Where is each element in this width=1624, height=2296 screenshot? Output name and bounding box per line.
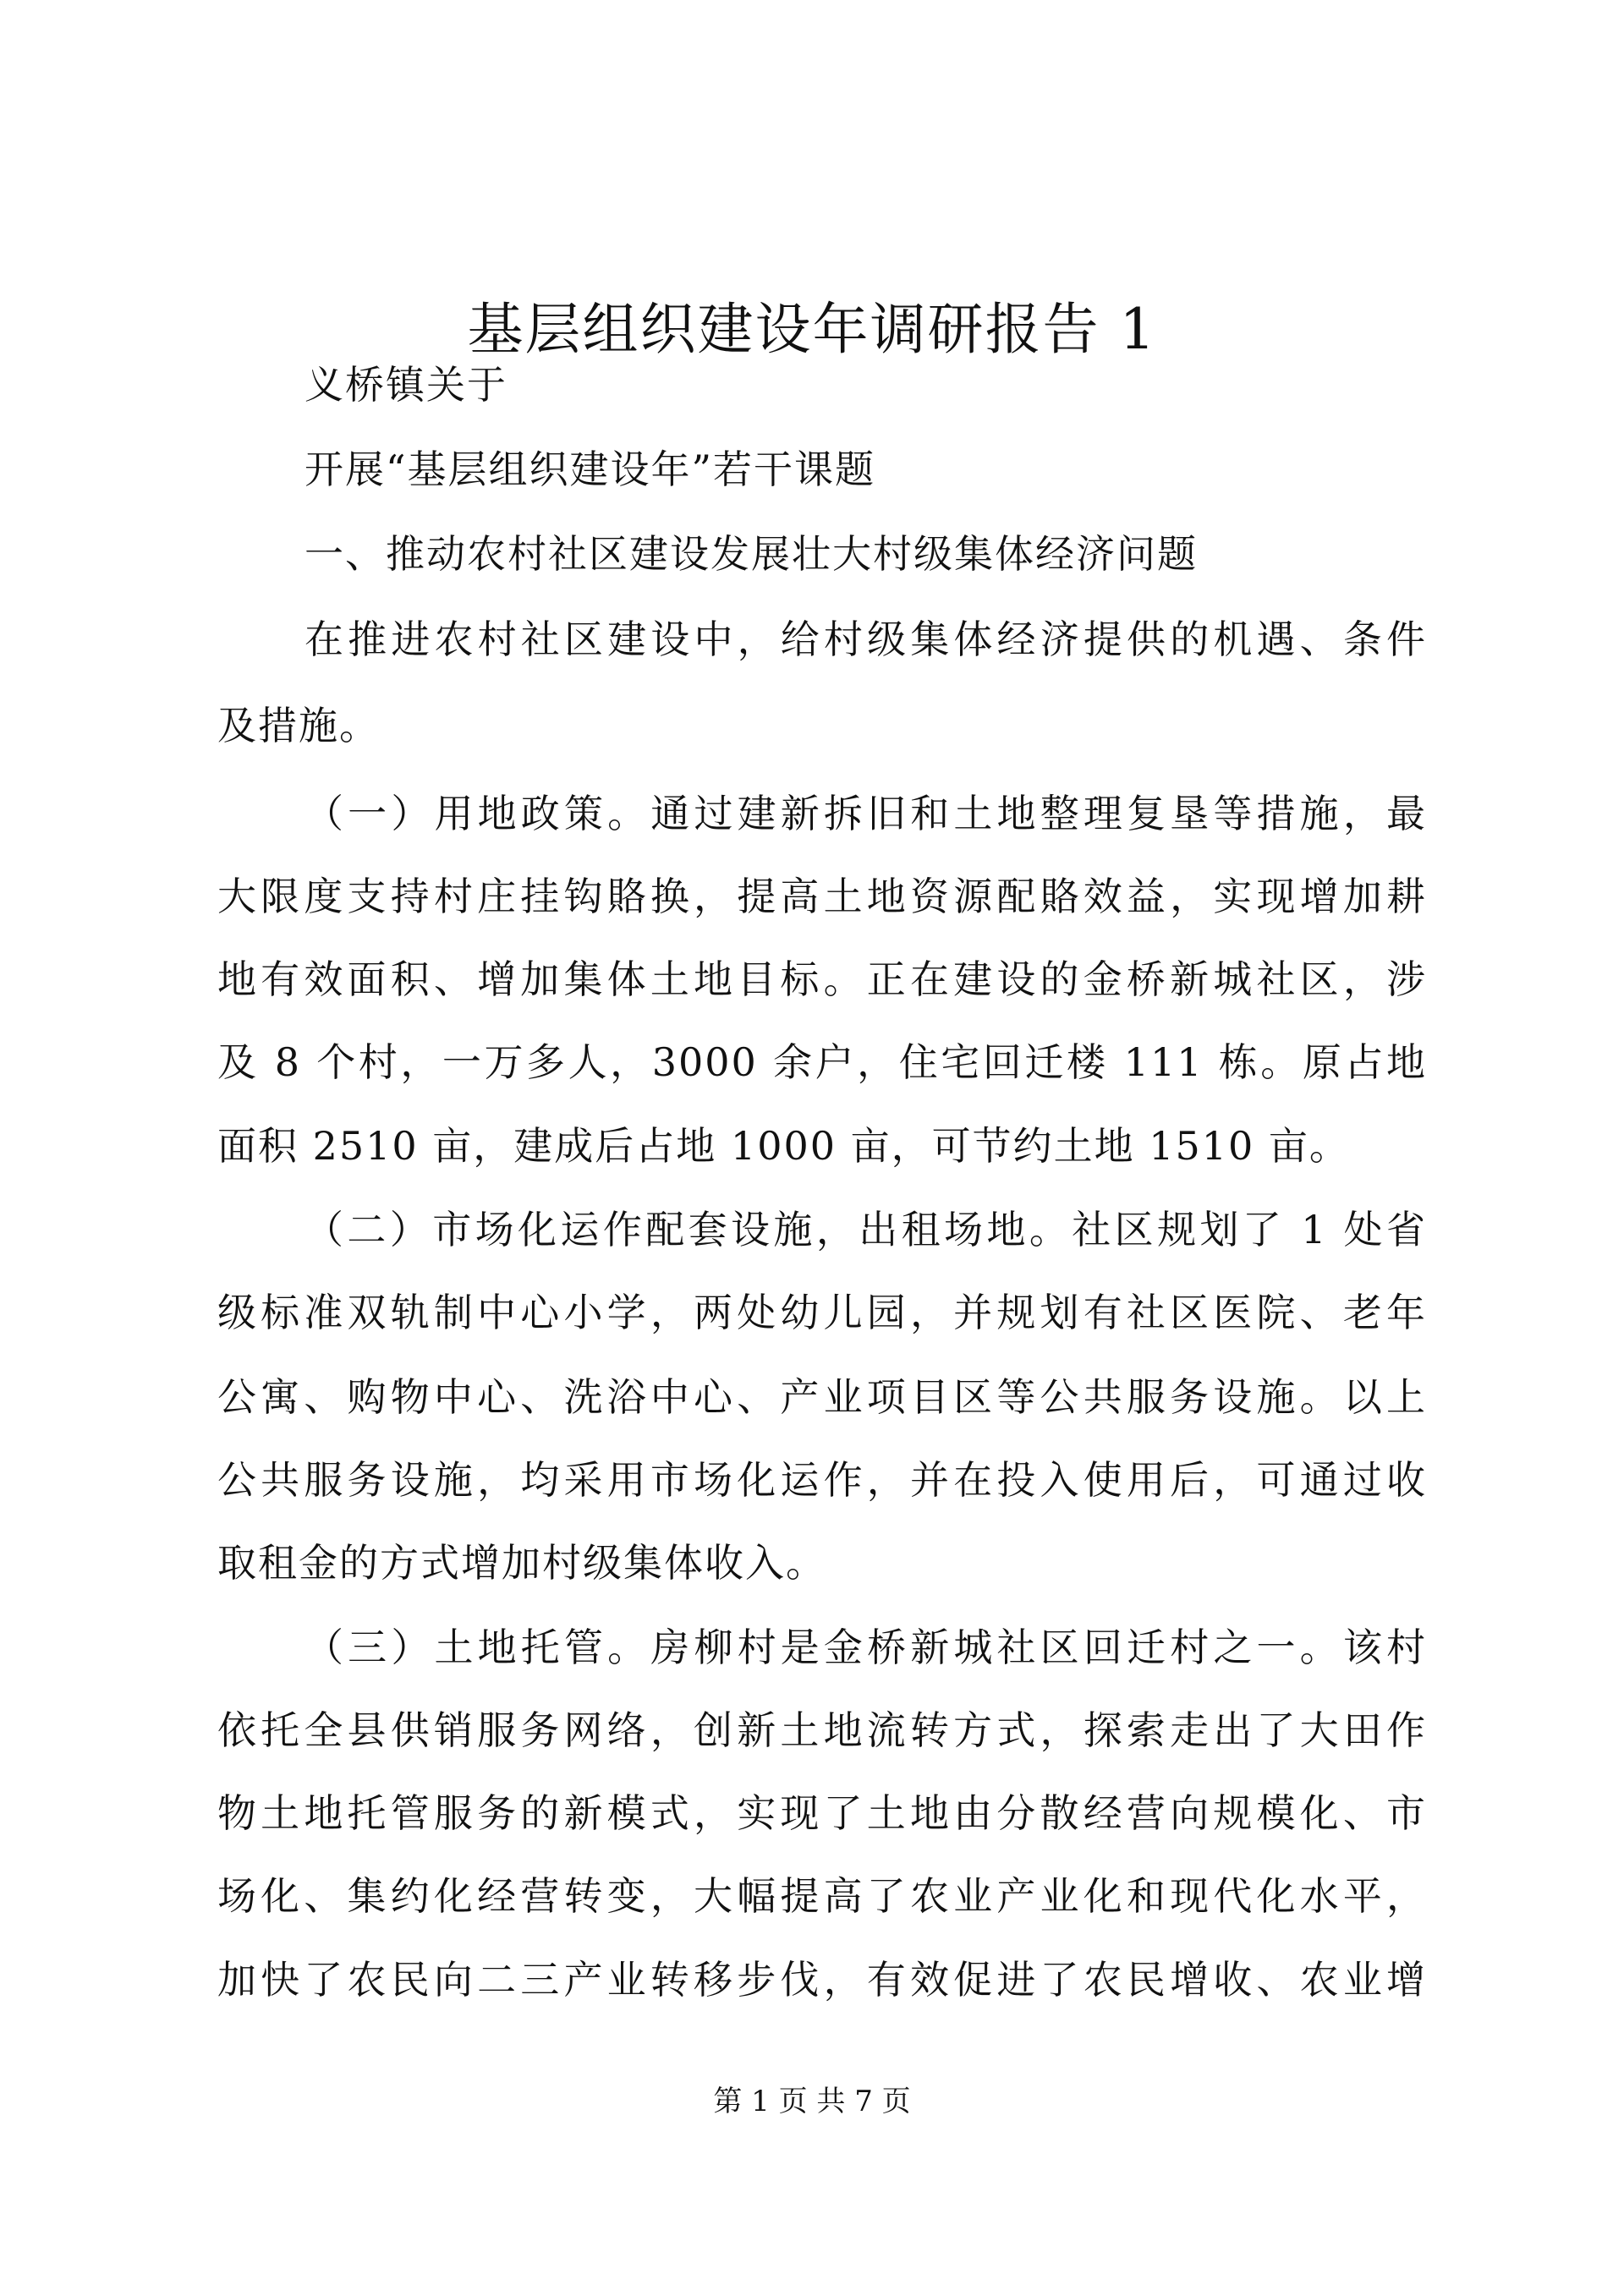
- text-line: （二）市场化运作配套设施，出租场地。社区规划了 1 处省: [304, 1207, 1427, 1252]
- text-line: 开展“基层组织建设年”若干课题: [304, 447, 876, 492]
- text-line: （三）土地托管。房柳村是金桥新城社区回迁村之一。该村: [304, 1625, 1427, 1670]
- text-line: 取租金的方式增加村级集体收入。: [217, 1540, 826, 1586]
- text-line: 在推进农村社区建设中，给村级集体经济提供的机遇、条件: [304, 616, 1427, 662]
- text-line: 场化、集约化经营转变，大幅提高了农业产业化和现代化水平，: [217, 1873, 1427, 1919]
- text-line: 加快了农民向二三产业转移步伐，有效促进了农民增收、农业增: [217, 1957, 1427, 2003]
- text-line: （一）用地政策。通过建新拆旧和土地整理复垦等措施，最: [304, 791, 1427, 836]
- text-line: 依托全县供销服务网络，创新土地流转方式，探索走出了大田作: [217, 1707, 1427, 1753]
- text-line: 地有效面积、增加集体土地目标。正在建设的金桥新城社区，涉: [217, 956, 1427, 1002]
- page-number: 第 1 页 共 7 页: [713, 2085, 911, 2118]
- text-line: 面积 2510 亩，建成后占地 1000 亩，可节约土地 1510 亩。: [217, 1123, 1350, 1169]
- text-line: 大限度支持村庄挂钩賂换，提高土地资源配賂效益，实现增加耕: [217, 874, 1427, 919]
- document-title: 基层组织建设年调研报告 1: [467, 297, 1157, 362]
- text-line: 公寓、购物中心、洗浴中心、产业项目区等公共服务设施。以上: [217, 1374, 1427, 1420]
- text-line: 级标准双轨制中心小学，两处幼儿园，并规划有社区医院、老年: [217, 1290, 1427, 1335]
- text-line: 及 8 个村，一万多人，3000 余户，住宅回迁楼 111 栋。原占地: [217, 1039, 1427, 1085]
- text-line: 义桥镇关于: [304, 362, 508, 408]
- text-line: 一、推动农村社区建设发展壮大村级集体经济问题: [304, 531, 1198, 577]
- text-line: 及措施。: [217, 703, 380, 748]
- text-line: 物土地托管服务的新模式，实现了土地由分散经营向规模化、市: [217, 1790, 1427, 1836]
- text-line: 公共服务设施，均采用市场化运作，并在投入使用后，可通过收: [217, 1457, 1427, 1503]
